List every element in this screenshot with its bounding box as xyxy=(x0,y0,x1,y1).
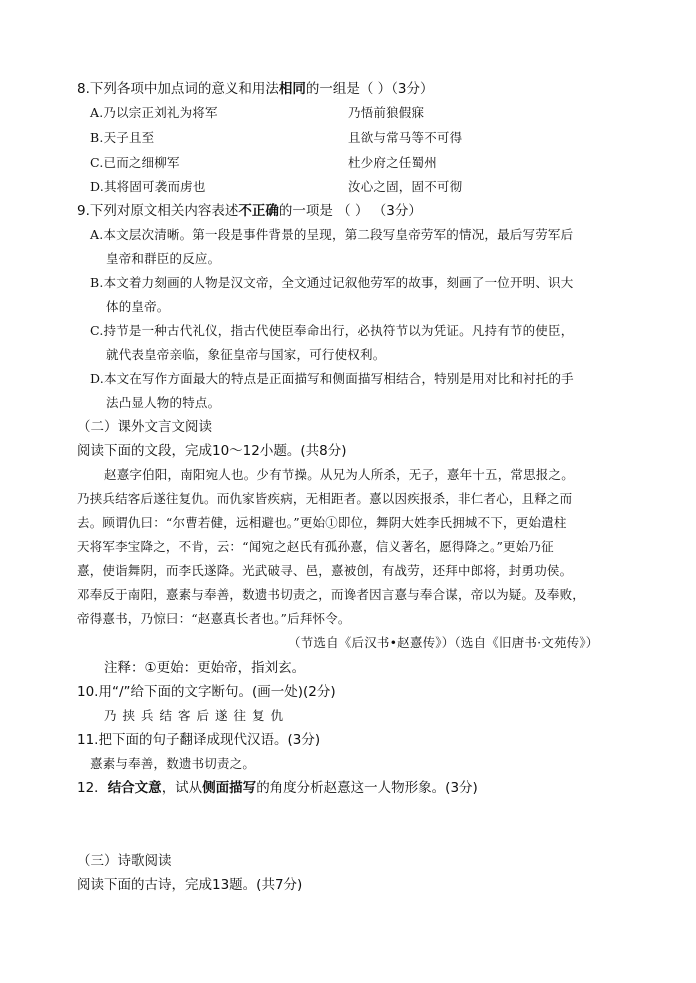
q12-emphasis-2: 侧面描写 xyxy=(202,780,257,796)
passage-line-1: 赵憙字伯阳，南阳宛人也。少有节操。从兄为人所杀，无子，憙年十五，常思报之。 xyxy=(104,467,574,482)
q8-option-a: A.乃以宗正刘礼为将军 xyxy=(90,105,218,120)
q8-option-b: B.天子且至 xyxy=(90,130,155,145)
q8-stem-emphasis: 相同 xyxy=(278,81,306,97)
q8-option-c: C.已而之细柳军 xyxy=(90,155,180,170)
q8-stem-tail: 的一组是（ ）（3分） xyxy=(305,81,434,97)
q12-stem: 12．结合文意，试从侧面描写的角度分析赵憙这一人物形象。(3分) xyxy=(77,780,478,796)
q9-stem-emphasis: 不正确 xyxy=(238,203,279,219)
q10-text: 乃挟兵结客后遂往复仇 xyxy=(104,708,290,723)
section3-intro: 阅读下面的古诗，完成13题。(共7分) xyxy=(77,877,303,893)
q9-option-a: A.本文层次清晰。第一段是事件背景的呈现，第二段写皇帝劳军的情况，最后写劳军后 xyxy=(90,227,574,242)
q9-option-d: D.本文在写作方面最大的特点是正面描写和侧面描写相结合，特别是用对比和衬托的手 xyxy=(90,371,574,386)
q8-option-d: D.其将固可袭而虏也 xyxy=(90,179,206,194)
q8-stem xyxy=(77,80,434,98)
q8-option-d-right: 汝心之固，固不可彻 xyxy=(348,179,463,194)
passage-line-2: 乃挟兵结客后遂往复仇。而仇家皆疾病，无相距者。憙以因疾报杀，非仁者心，且释之而 xyxy=(77,491,573,506)
section2-heading: （二）课外文言文阅读 xyxy=(77,419,212,435)
passage-line-5: 憙，使诣舞阴，而李氏遂降。光武破寻、邑，憙被创，有战劳，还拜中郎将，封勇功侯。 xyxy=(77,563,573,578)
q9-stem xyxy=(77,202,422,220)
q9-option-c: C.持节是一种古代礼仪，指古代使臣奉命出行，必执符节以为凭证。凡持有节的使臣， xyxy=(90,323,574,338)
q9-option-c-cont: 就代表皇帝亲临，象征皇帝与国家，可行使权利。 xyxy=(106,347,386,362)
q10-stem: 10.用“/”给下面的文字断句。(画一处)(2分) xyxy=(77,684,336,700)
q9-option-b-cont: 体的皇帝。 xyxy=(106,299,170,314)
passage-line-7: 帝得憙书，乃惊曰：“赵憙真长者也。”后拜怀令。 xyxy=(77,611,351,626)
q9-stem-text: 9.下列对原文相关内容表述 xyxy=(77,203,239,219)
q8-option-c-right: 杜少府之任蜀州 xyxy=(348,155,437,170)
q9-stem-tail: 的一项是 （ ） （3分） xyxy=(278,203,422,219)
passage-note: 注释：①更始：更始帝，指刘玄。 xyxy=(104,660,306,676)
q11-stem: 11.把下面的句子翻译成现代汉语。(3分) xyxy=(77,732,321,748)
q8-stem-text: 8.下列各项中加点词的意义和用法 xyxy=(77,81,279,97)
passage-source: （节选自《后汉书•赵憙传》）（选自《旧唐书·文苑传》） xyxy=(288,635,599,650)
q8-option-b-right: 且欲与常马等不可得 xyxy=(348,130,463,145)
q9-option-d-cont: 法凸显人物的特点。 xyxy=(106,395,221,410)
q12-emphasis-1: 结合文意 xyxy=(107,780,162,796)
passage-line-6: 邓奉反于南阳，憙素与奉善，数遗书切责之，而谗者因言憙与奉合谋，帝以为疑。及奉败， xyxy=(77,587,586,602)
q8-option-a-right: 乃悟前狼假寐 xyxy=(348,105,425,120)
q9-option-a-cont: 皇帝和群臣的反应。 xyxy=(106,251,221,266)
passage-line-3: 去。顾谓仇曰：“尔曹若健，远相避也。”更始①即位，舞阴大姓李氏拥城不下，更始遣柱 xyxy=(77,515,567,530)
q11-text: 憙素与奉善，数遗书切责之。 xyxy=(90,756,256,771)
q9-option-b: B.本文着力刻画的人物是汉文帝，全文通过记叙他劳军的故事，刻画了一位开明、识大 xyxy=(90,275,574,290)
passage-line-4: 天将军李宝降之，不肯，云：“闻宛之赵氏有孤孙憙，信义著名，愿得降之。”更始乃征 xyxy=(77,539,554,554)
section2-intro: 阅读下面的文段，完成10～12小题。(共8分) xyxy=(77,443,347,459)
section3-heading: （三）诗歌阅读 xyxy=(77,853,172,869)
